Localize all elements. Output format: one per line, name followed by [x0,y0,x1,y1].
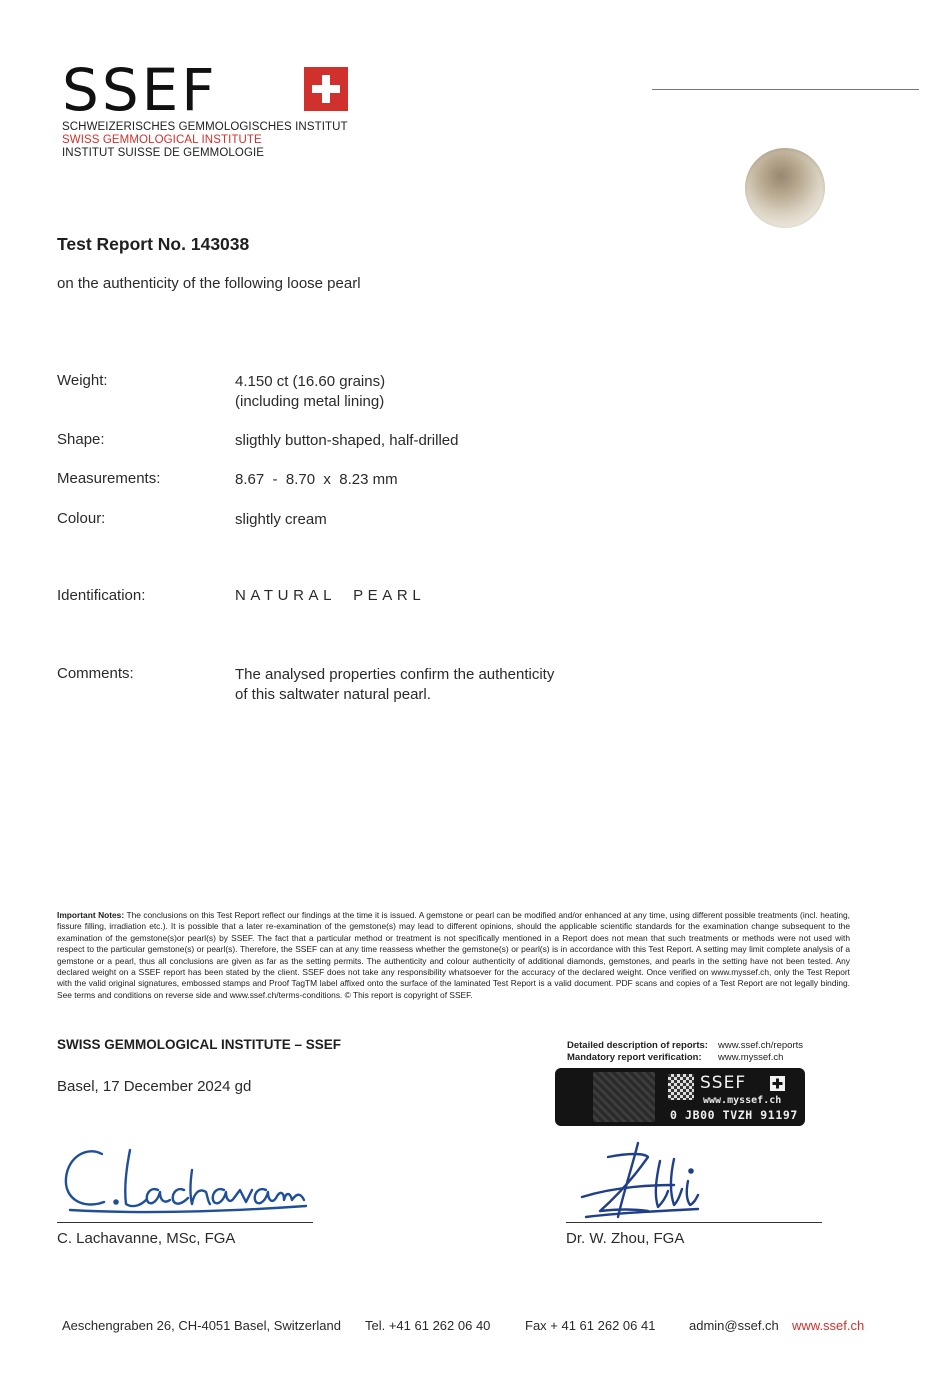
institute-name-fr: INSTITUT SUISSE DE GEMMOLOGIE [62,147,265,159]
proof-tag-label [555,1068,805,1126]
detailed-description-link[interactable]: www.ssef.ch/reports [718,1040,803,1051]
mandatory-verification-label: Mandatory report verification: [567,1052,702,1063]
hologram-icon [593,1072,655,1122]
comments-line-1: The analysed properties confirm the authenticity [235,666,555,683]
important-notes [57,910,850,1001]
tag-code: 0 JB00 TVZH 91197 [670,1108,798,1122]
detailed-description-row [567,1040,803,1051]
swiss-cross-icon [770,1076,785,1091]
notes-text: The conclusions on this Test Report reflect our findings at the time it is issued. A gemstone or pearl can be modified and/or enhanced at any time, using different possible treatments (incl. heating, fissure filling, irradiation etc.). It is possible that a later re-examination of the gemstone(s) may lead to different opinions, should the applicable scientific standards for the examination change subsequent to the examination of the gemstone(s)or pearl(s) by SSEF. The fact that a particular method or treatment is not specifically mentioned in a Report does not mean that such treatments or methods were not used with respect to the particular gemstone(s) or pearl(s). Therefore, the SSEF can at any time reassess whether the gemstone(s) or pearl(s) is in accordance with this Test Report. A setting may limit complete analysis of a gemstone or a pearl, thus all conclusions are given as far as the setting permits. The authenticity and colour authenticity of additional diamonds, gemstones, and pearls in the setting have not been tested. Any declared weight on a SSEF report has been stated by the client. SSEF does not take any responsibility whatsoever for the accuracy of the declared weight. Once verified on www.myssef.ch, only the Test Report with the valid original signatures, embossed stamps and Proof TagTM label affixed onto the surface of the laminated Test Report is a valid document. PDF scans and copies of a Test Report are not legally binding. See terms and conditions on reverse side and www.ssef.ch/terms-conditions. © This report is copyright of SSEF. [57,910,850,1000]
institute-name-de: SCHWEIZERISCHES GEMMOLOGISCHES INSTITUT [62,121,348,133]
footer-website[interactable]: www.ssef.ch [792,1318,865,1333]
tag-url: www.myssef.ch [703,1095,782,1106]
notes-heading: Important Notes: [57,910,125,920]
institute-name-en: SWISS GEMMOLOGICAL INSTITUTE [62,134,262,146]
signatory-left-name: C. Lachavanne, MSc, FGA [57,1230,236,1247]
issuer-institute: SWISS GEMMOLOGICAL INSTITUTE – SSEF [57,1037,342,1052]
shape-value: sligthly button-shaped, half-drilled [235,432,459,449]
detailed-description-label: Detailed description of reports: [567,1040,708,1051]
signature-zhou [578,1137,708,1227]
tag-brand: SSEF [700,1073,747,1093]
signature-lachavanne [60,1140,310,1220]
report-subtitle: on the authenticity of the following loose pearl [57,275,361,292]
signature-line-right [566,1222,822,1223]
footer-email[interactable]: admin@ssef.ch [689,1318,779,1333]
identification-value: NATURAL PEARL [235,587,426,604]
colour-value: slightly cream [235,511,327,528]
header-rule [652,89,919,90]
weight-label: Weight: [57,372,108,389]
signatory-right-name: Dr. W. Zhou, FGA [566,1230,685,1247]
colour-label: Colour: [57,510,106,527]
shape-label: Shape: [57,431,105,448]
comments-label: Comments: [57,665,134,682]
comments-line-2: of this saltwater natural pearl. [235,686,431,703]
signature-line-left [57,1222,313,1223]
weight-value: 4.150 ct (16.60 grains) [235,373,386,390]
pearl-photo [745,148,825,228]
weight-note: (including metal lining) [235,393,385,410]
identification-label: Identification: [57,587,146,604]
footer-address: Aeschengraben 26, CH-4051 Basel, Switzerland [62,1318,341,1333]
swiss-cross-icon [304,67,348,111]
place-date: Basel, 17 December 2024 gd [57,1078,252,1095]
measurements-value: 8.67 - 8.70 x 8.23 mm [235,471,398,488]
measurements-label: Measurements: [57,470,161,487]
mandatory-verification-row [567,1052,784,1063]
mandatory-verification-link[interactable]: www.myssef.ch [718,1052,784,1063]
logo-wordmark: SSEF [62,56,218,124]
footer-tel: Tel. +41 61 262 06 40 [365,1318,491,1333]
footer-fax: Fax + 41 61 262 06 41 [525,1318,656,1333]
qr-code-icon [668,1074,694,1100]
report-title: Test Report No. 143038 [57,234,250,254]
